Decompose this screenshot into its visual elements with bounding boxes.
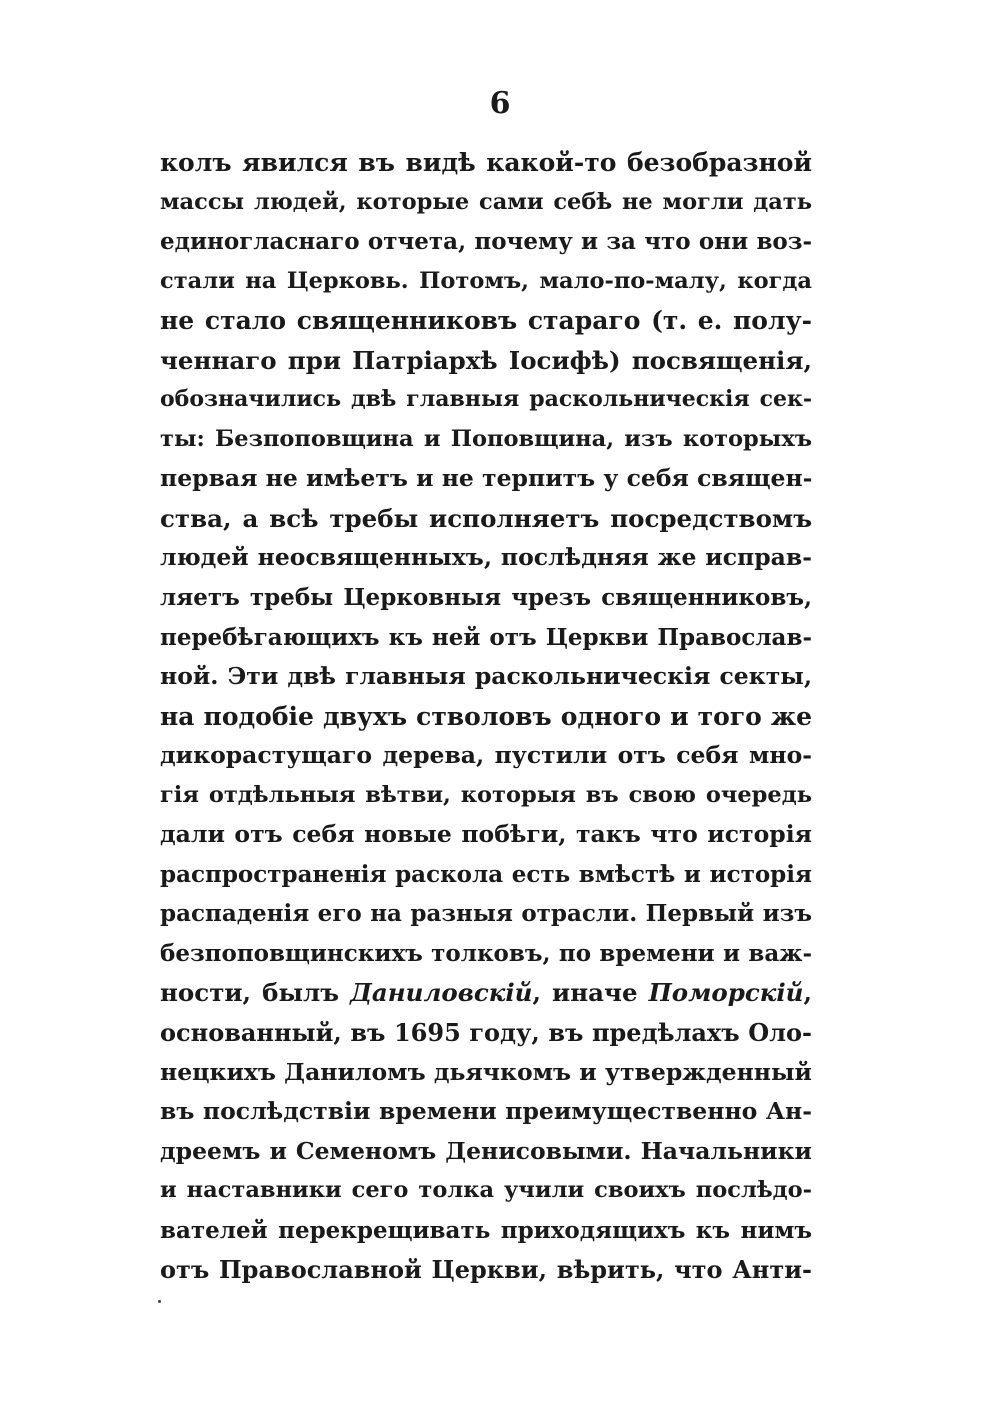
text-line: дали отъ себя новые побѣги, такъ что исторія xyxy=(160,820,812,849)
text-line: первая не имѣетъ и не терпитъ у себя священ- xyxy=(160,464,812,493)
text-line: перебѣгающихъ къ ней отъ Церкви Православ- xyxy=(160,623,812,651)
text-line: основанный, въ 1695 году, въ предѣлахъ Оло- xyxy=(160,1018,812,1048)
text-segment: ности, былъ xyxy=(160,978,351,1008)
text-line: въ послѣдствіи времени преимущественно Ан- xyxy=(160,1097,812,1126)
italic-term-danilovsky: Даниловскій xyxy=(350,978,533,1008)
text-line: обозначились двѣ главныя раскольническія сек- xyxy=(160,386,812,413)
text-line: единогласнаго отчета, почему и за что они воз- xyxy=(160,228,812,256)
text-segment: , иначе xyxy=(532,978,649,1008)
text-line: ной. Эти двѣ главныя раскольническія секты, xyxy=(160,662,812,691)
text-line: стали на Церковь. Потомъ, мало-по-малу, когда xyxy=(160,267,812,294)
text-line: распространенія раскола есть вмѣстѣ и исторія xyxy=(160,860,812,888)
text-line: ты: Безпоповщина и Поповщина, изъ которыхъ xyxy=(160,425,812,452)
text-line: на подобіе двухъ стволовъ одного и того же xyxy=(160,701,812,731)
text-line: отъ Православной Церкви, вѣрить, что Анти- xyxy=(160,1255,812,1285)
text-line: дреемъ и Семеномъ Денисовыми. Начальники xyxy=(160,1136,812,1165)
text-line: колъ явился въ видѣ какой-то безобразной xyxy=(160,148,812,177)
text-line: ляетъ требы Церковныя чрезъ священниковъ, xyxy=(160,584,812,612)
text-line: безпоповщинскихъ толковъ, по времени и важ- xyxy=(160,939,812,967)
text-line: дикорастущаго дерева, пустили отъ себя мно- xyxy=(160,741,812,770)
print-speck xyxy=(158,1300,161,1303)
page-number: 6 xyxy=(489,86,511,121)
text-line: ства, а всѣ требы исполняетъ посредствомъ xyxy=(160,503,812,533)
body-text xyxy=(160,143,812,1290)
italic-term-pomorsky: Поморскій xyxy=(648,978,804,1008)
text-line: распаденія его на разныя отрасли. Первый изъ xyxy=(160,900,812,928)
text-line: вателей перекрещивать приходящихъ къ нимъ xyxy=(160,1216,812,1244)
text-line: людей неосвященныхъ, послѣдняя же исправ- xyxy=(160,543,812,572)
text-line: нецкихъ Даниломъ дьячкомъ и утвержденный xyxy=(160,1057,812,1086)
text-line: и наставники сего толка учили своихъ послѣдо- xyxy=(160,1177,812,1204)
text-line: массы людей, которые сами себѣ не могли дать xyxy=(160,188,812,215)
text-line: не стало священниковъ стараго (т. е. полу- xyxy=(160,306,812,336)
text-line: ченнаго при Патріархѣ Іосифѣ) посвященія, xyxy=(160,345,812,375)
text-line-with-italics xyxy=(160,973,812,1013)
text-segment: , xyxy=(803,978,812,1008)
text-line: гія отдѣльныя вѣтви, которыя въ свою очередь xyxy=(160,781,812,808)
